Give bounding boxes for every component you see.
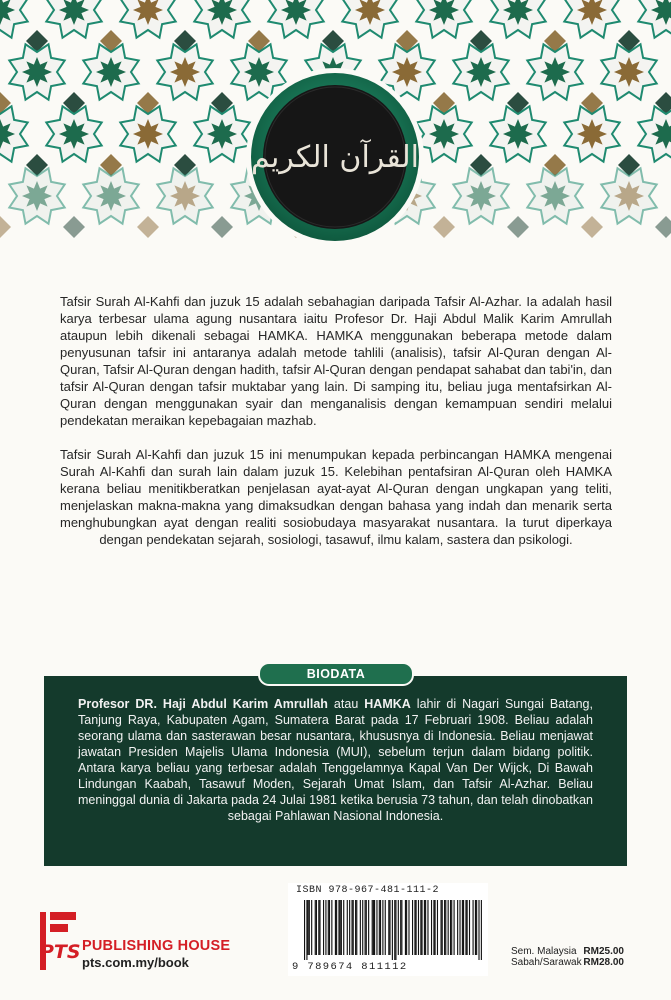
barcode-bar: [401, 900, 402, 955]
biodata-body: lahir di Nagari Sungai Batang, Tanjung Raya, Kabupaten Agam, Sumatera Barat pada 17 Februari 1908. Beliau adalah seorang ulama dan sasterawan besar nusantara, khususnya di Indonesia. Beliau menjawat jawatan Presiden Majelis Ulama Indonesia (MUI), sebelum terjun dalam bidang politik. Antara karya beliau yang terbesar adalah Tenggelamnya Kapal Van Der Wijck, Di Bawah Lindungan Kaabah, Tasawuf Moden, Sejarah Umat Islam, dan Tafsir Al-Azhar. Beliau meninggal dunia di Jakarta pada 24 Julai 1981 ketika berusia 73 tahun, dan telah dinobatkan sebagai Pahlawan Nasional Indonesia.: [78, 697, 593, 823]
barcode-bar: [433, 900, 434, 955]
barcode-bar: [405, 900, 406, 955]
barcode-bar: [315, 900, 316, 955]
barcode-bar: [416, 900, 417, 955]
barcode-bar: [425, 900, 426, 955]
barcode-bar: [450, 900, 451, 955]
barcode-bar: [444, 900, 445, 955]
biodata-box: [44, 676, 627, 866]
barcode-bar: [400, 900, 401, 955]
pattern-diamond: [655, 216, 671, 238]
barcode-bar: [319, 900, 320, 955]
barcode-bar: [309, 900, 310, 955]
pattern-star-center: [614, 57, 644, 87]
barcode-bar: [376, 900, 377, 955]
barcode-bar: [420, 900, 421, 955]
author-alias: HAMKA: [364, 697, 411, 711]
barcode-bar: [356, 900, 357, 955]
barcode-bar: [379, 900, 380, 955]
pattern-star-center: [577, 119, 607, 149]
barcode-bar: [365, 900, 366, 955]
pattern-star-center: [503, 119, 533, 149]
barcode-bar: [394, 900, 395, 960]
logo-text: PTS: [40, 941, 81, 963]
barcode-bar: [366, 900, 367, 955]
barcode-bar: [475, 900, 476, 955]
barcode-bar: [311, 900, 312, 955]
pattern-diamond: [433, 216, 455, 238]
barcode-bar: [465, 900, 466, 955]
barcode-bar: [360, 900, 361, 955]
barcode-bar: [481, 900, 482, 960]
barcode-bar: [431, 900, 432, 955]
publisher-name: PUBLISHING HOUSE: [82, 938, 231, 954]
pattern-star-center: [429, 119, 459, 149]
price-region: Sem. Malaysia: [511, 946, 577, 957]
pattern-diamond: [581, 216, 603, 238]
pattern-diamond: [211, 216, 233, 238]
barcode-bar: [331, 900, 332, 955]
quran-calligraphy-emblem: [245, 67, 425, 247]
barcode-bar: [427, 900, 428, 955]
barcode-bar: [316, 900, 317, 955]
barcode-bar: [440, 900, 441, 955]
barcode-bar: [306, 900, 307, 960]
barcode-bar: [380, 900, 381, 955]
pattern-star-center: [22, 57, 52, 87]
barcode-bar: [347, 900, 348, 955]
pattern-diamond: [63, 216, 85, 238]
barcode-bar: [473, 900, 474, 955]
pattern-diamond: [507, 216, 529, 238]
barcode-bar: [467, 900, 468, 955]
price-region: Sabah/Sarawak: [511, 957, 582, 968]
barcode-bar: [421, 900, 422, 955]
barcode-bar: [389, 900, 390, 955]
barcode-bar: [463, 900, 464, 955]
price-row: [511, 946, 624, 957]
barcode-bar: [442, 900, 443, 955]
pattern-star-center: [466, 57, 496, 87]
pattern-star-center: [614, 181, 644, 211]
barcode-bar: [318, 900, 319, 955]
barcode-bar: [343, 900, 344, 955]
barcode-bar: [308, 900, 309, 955]
isbn-digits: 9 789674 811112: [292, 961, 408, 973]
barcode-bar: [388, 900, 389, 955]
barcode-bar: [454, 900, 455, 955]
barcode-bar: [355, 900, 356, 955]
barcode-bar: [459, 900, 460, 955]
barcode-bar: [328, 900, 329, 955]
barcode-bar: [372, 900, 373, 955]
description-paragraph-1: Tafsir Surah Al-Kahfi dan juzuk 15 adalah sebahagian daripada Tafsir Al-Azhar. Ia adalah hasil karya terbesar ulama agung nusantara iaitu Profesor Dr. Haji Abdul Malik Karim Amrullah ataupun lebih dikenali sebagai HAMKA. HAMKA menggunakan beberapa metode dalam penyusunan tafsir ini antaranya adalah metode tahlili (analisis), tafsir Al-Quran dengan Al-Quran, Tafsir Al-Quran dengan hadith, tafsir Al-Quran dengan pendapat sahabat dan tabi'in, dan tafsir Al-Quran dengan tafsir muktabar yang lain. Di samping itu, beliau juga mentafsirkan Al-Quran dengan menggunakan syair dan menganalisis dengan kemampuan sendiri melalui pendekatan meraikan kepebagaian mazhab.: [60, 294, 612, 428]
barcode-bar: [451, 900, 452, 955]
barcode-bar: [395, 900, 396, 960]
barcode-bar: [304, 900, 305, 960]
barcode-bar: [408, 900, 409, 955]
barcode-bar: [353, 900, 354, 955]
biodata-text: [78, 696, 593, 824]
price-row: [511, 957, 624, 968]
isbn-barcode-block: [288, 883, 488, 976]
barcode-bar: [349, 900, 350, 955]
pattern-star-center: [466, 181, 496, 211]
pattern-star-center: [96, 181, 126, 211]
biodata-heading: BIODATA: [260, 664, 412, 684]
barcode-bar: [385, 900, 386, 955]
barcode-bar: [469, 900, 470, 955]
barcode: [304, 900, 482, 960]
barcode-bar: [368, 900, 369, 955]
barcode-bar: [448, 900, 449, 955]
price-list: [511, 946, 624, 968]
pattern-star-center: [540, 181, 570, 211]
isbn-label: ISBN 978-967-481-111-2: [296, 885, 440, 896]
barcode-bar: [445, 900, 446, 955]
barcode-bar: [338, 900, 339, 955]
barcode-bar: [373, 900, 374, 955]
barcode-bar: [362, 900, 363, 955]
description-paragraph-2: Tafsir Surah Al-Kahfi dan juzuk 15 ini menumpukan kepada perbincangan HAMKA mengenai Surah Al-Kahfi dan surah lain dalam juzuk 15. Kelebihan pentafsiran Al-Quran oleh HAMKA kerana beliau menitikberatkan penjelasan ayat-ayat Al-Quran dengan ungkapan yang teliti, menjelaskan makna-makna yang dimaksudkan dengan bahasa yang indah dan menarik serta menghubungkan ayat dengan realiti sosiobudaya masyarakat nusantara. Ia turut diperkaya dengan pendekatan sejarah, sosiologi, tasawuf, ilmu kalam, sastera dan psikologi.: [60, 447, 612, 547]
barcode-bar: [414, 900, 415, 955]
barcode-bar: [406, 900, 407, 955]
barcode-bar: [325, 900, 326, 955]
barcode-bar: [336, 900, 337, 955]
pattern-star-center: [96, 57, 126, 87]
barcode-bar: [335, 900, 336, 955]
barcode-bar: [323, 900, 324, 955]
barcode-bar: [478, 900, 479, 960]
pattern-star-center: [22, 181, 52, 211]
barcode-bar: [437, 900, 438, 955]
emblem-arabic-text: القرآن الكريم: [250, 140, 420, 175]
pattern-diamond: [0, 216, 11, 238]
pattern-star-center: [133, 119, 163, 149]
barcode-bar: [398, 900, 399, 955]
book-description: [60, 293, 612, 565]
author-name: Profesor DR. Haji Abdul Karim Amrullah: [78, 697, 328, 711]
barcode-bar: [329, 900, 330, 955]
pattern-star-center: [59, 119, 89, 149]
pattern-star-center: [540, 57, 570, 87]
publisher-url: pts.com.my/book: [82, 955, 189, 970]
barcode-bar: [476, 900, 477, 955]
pattern-star-center: [170, 57, 200, 87]
pattern-star-center: [207, 119, 237, 149]
pts-logo: [36, 912, 82, 972]
barcode-bar: [382, 900, 383, 955]
barcode-bar: [457, 900, 458, 955]
pattern-diamond: [137, 216, 159, 238]
barcode-bar: [462, 900, 463, 955]
biodata-connector: atau: [327, 697, 365, 711]
barcode-bar: [435, 900, 436, 955]
barcode-bar: [351, 900, 352, 955]
price-amount: RM25.00: [583, 946, 624, 957]
pattern-star-center: [170, 181, 200, 211]
barcode-bar: [374, 900, 375, 955]
price-amount: RM28.00: [583, 957, 624, 968]
barcode-bar: [424, 900, 425, 955]
barcode-bar: [340, 900, 341, 955]
barcode-bar: [412, 900, 413, 955]
barcode-bar: [341, 900, 342, 955]
barcode-bar: [392, 900, 393, 960]
barcode-bar: [418, 900, 419, 955]
